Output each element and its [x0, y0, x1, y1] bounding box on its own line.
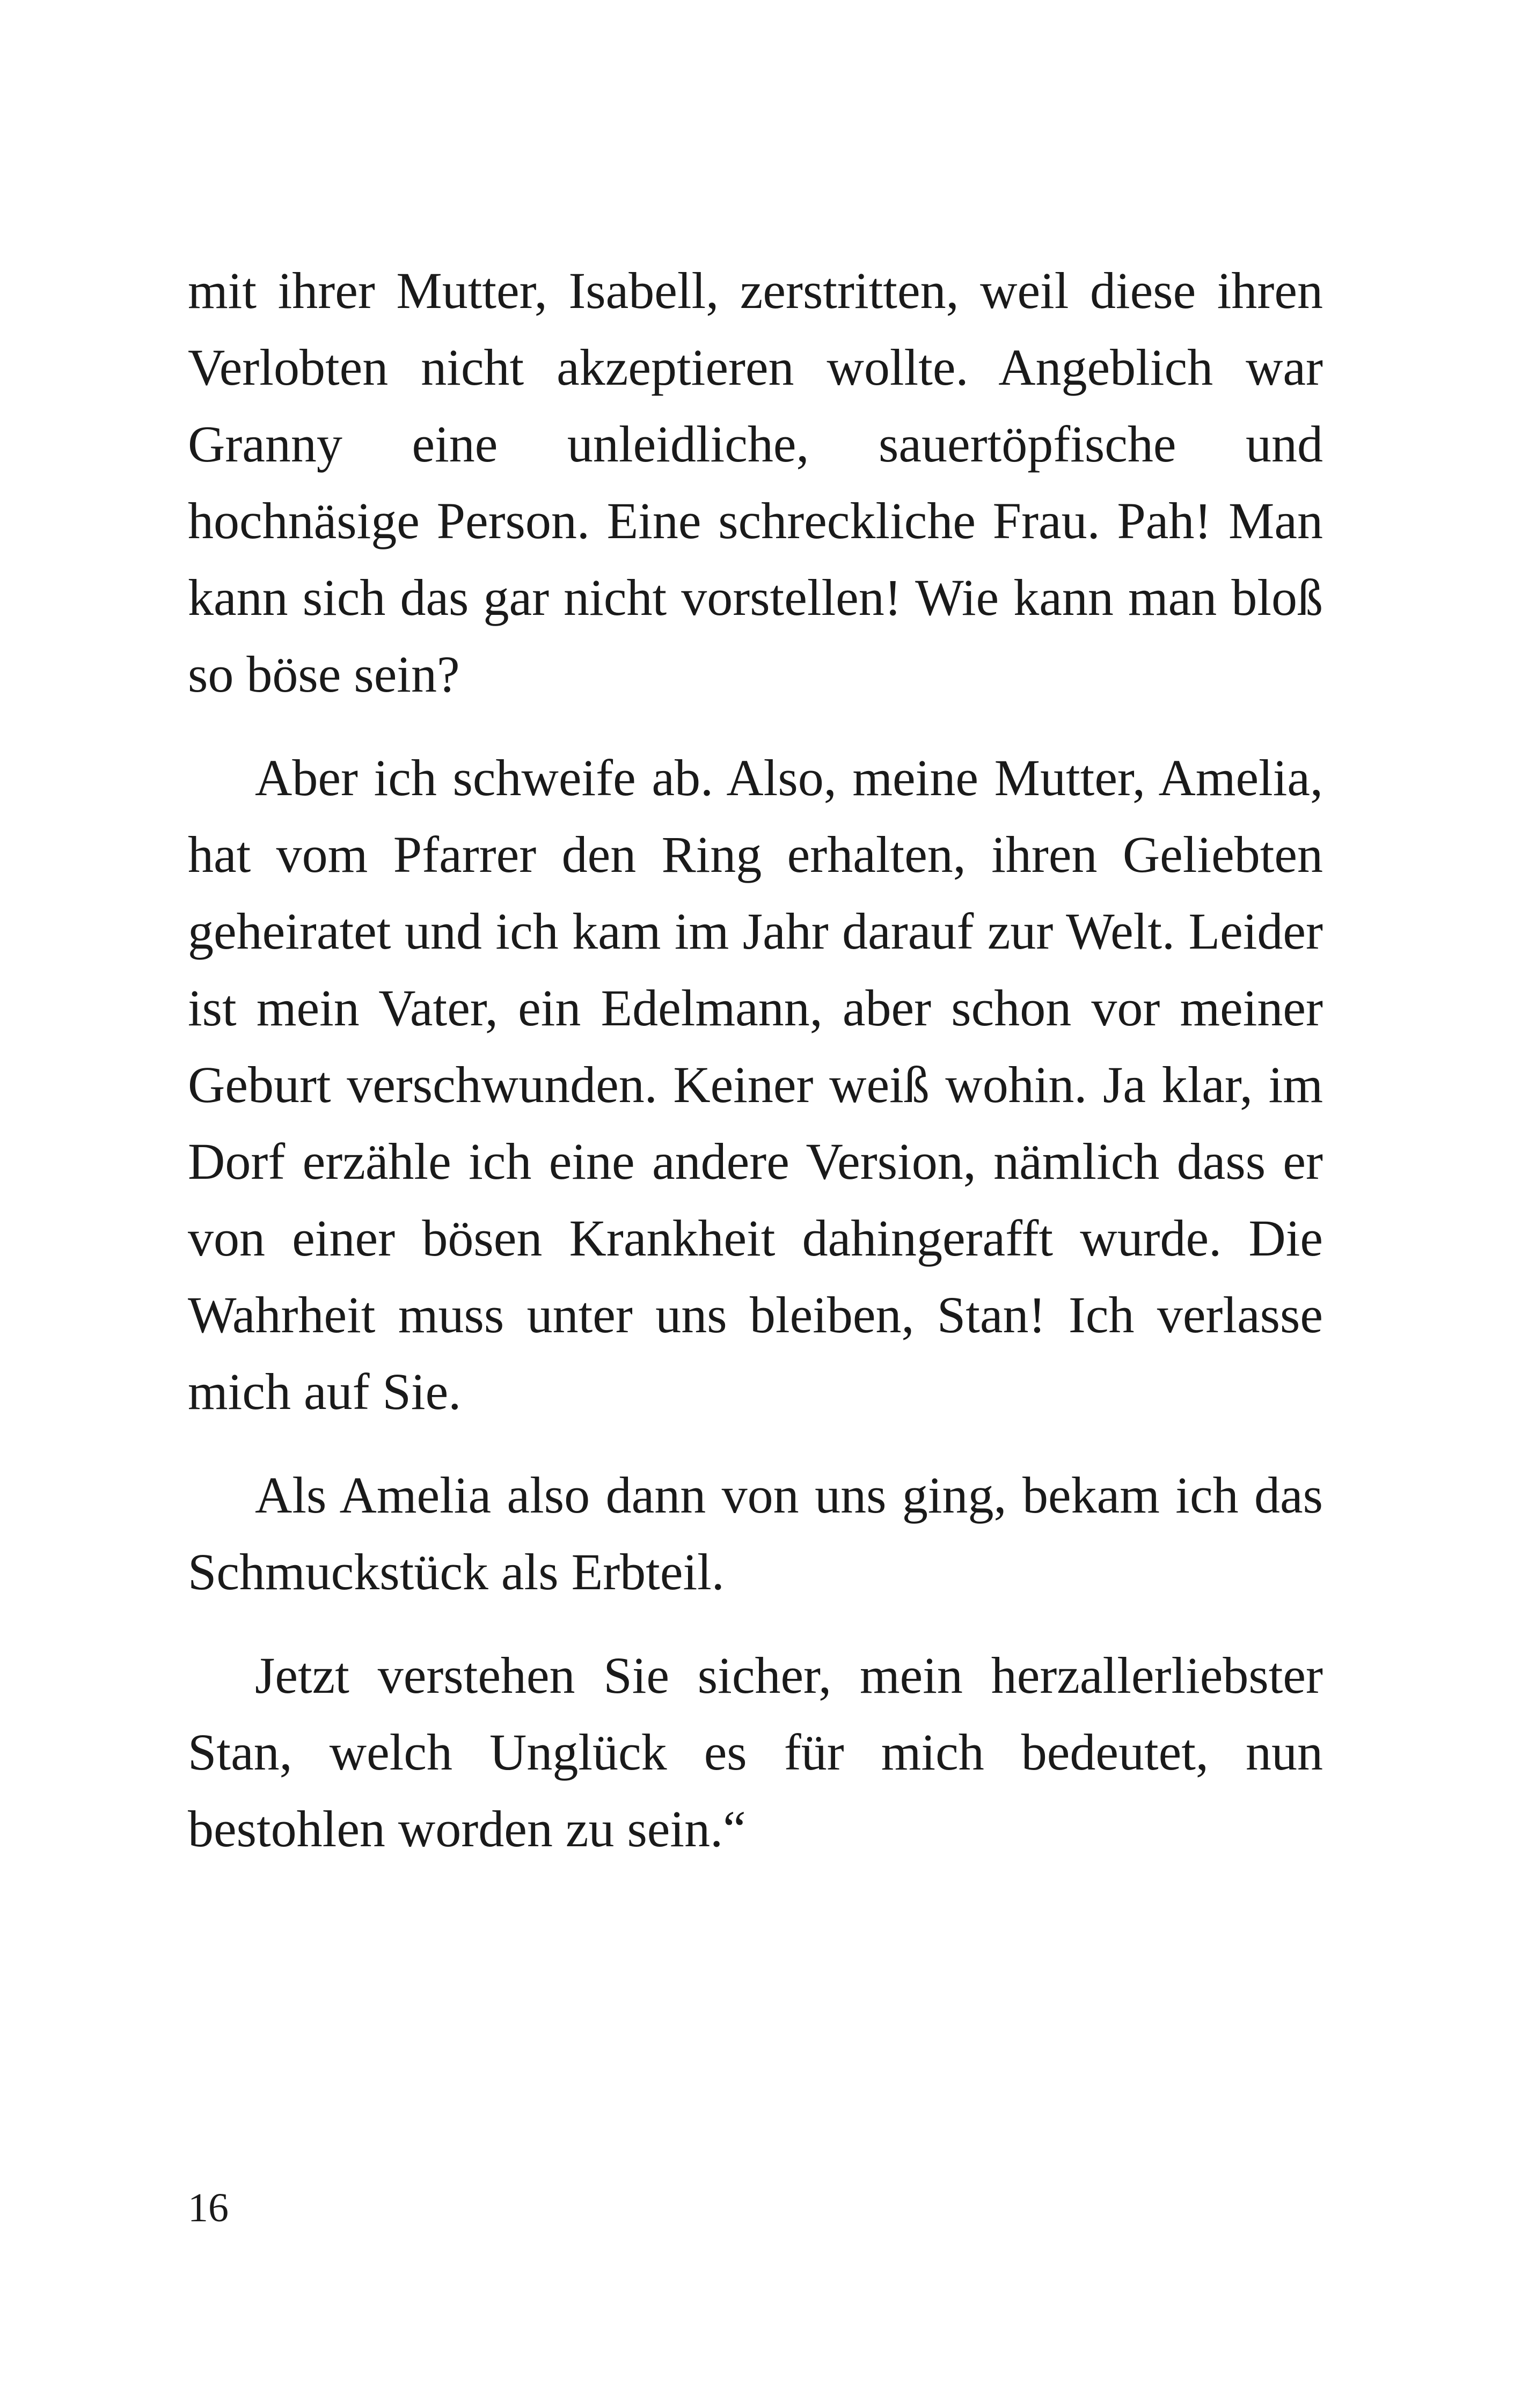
paragraph-4: Jetzt verstehen Sie sicher, mein herzallerliebster Stan, welch Unglück es für mich bedeutet, nun bestohlen worden zu sein.“: [188, 1647, 1323, 1858]
paragraph-1: mit ihrer Mutter, Isabell, zerstritten, weil diese ihren Verlobten nicht akzeptieren wollte. Angeblich war Granny eine unleidliche, sauertöpfische und hochnäsige Person. Eine schreckliche Frau. Pah! Man kann sich das gar nicht vorstellen! Wie kann man bloß so böse sein?: [188, 262, 1323, 703]
paragraph-2: Aber ich schweife ab. Also, meine Mutter, Amelia, hat vom Pfarrer den Ring erhalten, ihren Geliebten geheiratet und ich kam im Jahr darauf zur Welt. Leider ist mein Vater, ein Edelmann, aber schon vor meiner Geburt verschwunden. Keiner weiß wohin. Ja klar, im Dorf erzähle ich eine andere Version, nämlich dass er von einer bösen Krankheit dahingerafft wurde. Die Wahrheit muss unter uns bleiben, Stan! Ich verlasse mich auf Sie.: [188, 749, 1323, 1420]
page-number: 16: [188, 2185, 229, 2230]
body-text: [188, 252, 1323, 1867]
paragraph-3: Als Amelia also dann von uns ging, bekam ich das Schmuckstück als Erbteil.: [188, 1466, 1323, 1601]
